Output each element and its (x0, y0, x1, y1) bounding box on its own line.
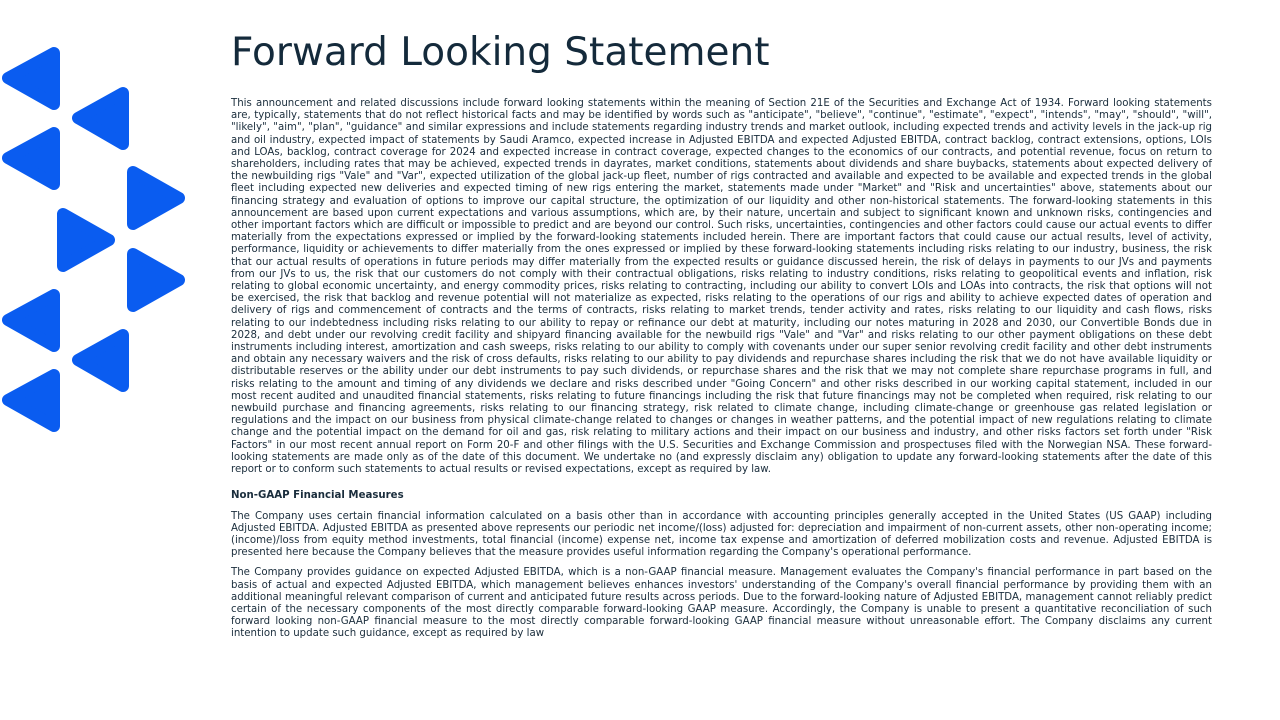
triangle-icon (8, 53, 54, 104)
page-title: Forward Looking Statement (231, 30, 770, 75)
triangle-icon (8, 295, 54, 346)
non-gaap-heading: Non-GAAP Financial Measures (231, 490, 404, 502)
non-gaap-paragraph-2: The Company provides guidance on expected Adjusted EBITDA, which is a non-GAAP financial measure. Management evaluates the Company's financial performance in part based on the basis of actual and expected Adjusted EBITDA, which management believes enhances investors' understanding of the Company's overall financial performance by providing them with an additional meaningful relevant comparison of current and anticipated future results across periods. Due to the forward-looking nature of Adjusted EBITDA, management cannot reliably predict certain of the necessary components of the most directly comparable forward-looking GAAP measure. Accordingly, the Company is unable to present a quantitative reconciliation of such forward looking non-GAAP financial measure to the most directly comparable forward-looking GAAP financial measure without unreasonable effort. The Company disclaims any current intention to update such guidance, except as required by law (231, 567, 1212, 640)
content-area (231, 30, 1212, 641)
decorative-triangle-pattern-icon (0, 0, 200, 720)
triangle-icon (78, 93, 123, 144)
triangle-icon (78, 335, 123, 386)
forward-looking-paragraph: This announcement and related discussions include forward looking statements within the meaning of Section 21E of the Securities and Exchange Act of 1934. Forward looking statements are, typically, statements that do not reflect historical facts and may be identified by words such as "anticipate", "believe", "continue", "estimate", "expect", "intends", "may", "should", "will", "likely", "aim", "plan", "guidance" and similar expressions and include statements regarding industry trends and market outlook, including expected trends and activity levels in the jack-up rig and oil industry, expected impact of statements by Saudi Aramco, expected increase in Adjusted EBITDA and expected Adjusted EBITDA, contract backlog, contract extensions, options, LOIs and LOAs, backlog, contract coverage for 2024 and expected increase in contract coverage, expected changes to the economics of our contracts, and potential revenue, focus on return to shareholders, including rates that may be achieved, expected trends in dayrates, market conditions, statements about dividends and share buybacks, statements about expected delivery of the newbuilding rigs "Vale" and "Var", expected utilization of the global jack-up fleet, number of rigs contracted and available and expected to be available and expected trends in the global fleet including expected new deliveries and expected timing of new rigs entering the market, statements made under "Market" and "Risk and uncertainties" above, statements about our financing strategy and evaluation of options to improve our capital structure, the optimization of our liquidity and other non-historical statements. The forward-looking statements in this announcement are based upon current expectations and various assumptions, which are, by their nature, uncertain and subject to significant known and unknown risks, contingencies and other important factors which are difficult or impossible to predict and are beyond our control. Such risks, uncertainties, contingencies and other factors could cause our actual events to differ materially from the expectations expressed or implied by the forward-looking statements included herein. There are important factors that could cause our actual results, level of activity, performance, liquidity or achievements to differ materially from the ones expressed or implied by these forward-looking statements including risks relating to our industry, business, the risk that our actual results of operations in future periods may differ materially from the expected results or guidance discussed herein, the risk of delays in payments to our JVs and payments from our JVs to us, the risk that our customers do not comply with their contractual obligations, risks relating to industry conditions, risks relating to geopolitical events and inflation, risk relating to global economic uncertainty, and energy commodity prices, risks relating to contracting, including our ability to convert LOIs and LOAs into contracts, the risk that options will not be exercised, the risk that backlog and revenue potential will not materialize as expected, risks relating to the operations of our rigs and ability to achieve expected dates of operation and delivery of rigs and commencement of contracts and the terms of contracts, risks relating to market trends, tender activity and rates, risks relating to our liquidity and cash flows, risks relating to our indebtedness including risks relating to our ability to repay or refinance our debt at maturity, including our notes maturing in 2028 and 2030, our Convertible Bonds due in 2028, and debt under our revolving credit facility and shipyard financing available for the newbuild rigs "Vale" and "Var" and risks relating to our other payment obligations on these debt instruments including interest, amortization and cash sweeps, risks relating to our ability to comply with covenants under our super senior revolving credit facility and other debt instruments and obtain any necessary waivers and the risk of cross defaults, risks relating to our ability to pay dividends and repurchase shares including the risk that we do not have available liquidity or distributable reserves or the ability under our debt instruments to pay such dividends, or repurchase shares and the risk that we may not complete share repurchase programs in full, and risks relating to the amount and timing of any dividends we declare and risks described under "Going Concern" and other risks described in our working capital statement, included in our most recent audited and unaudited financial statements, risks relating to future financings including the risk that future financings may not be completed when required, risk relating to our newbuild purchase and financing agreements, risks relating to our financing strategy, risk related to climate change, including climate-change or greenhouse gas related legislation or regulations and the impact on our business from physical climate-change related to changes or changes in weather patterns, and the potential impact of new regulations relating to climate change and the potential impact on the demand for oil and gas, risk relating to military actions and their impact on our business and industry, and other risks factors set forth under "Risk Factors" in our most recent annual report on Form 20-F and other filings with the U.S. Securities and Exchange Commission and prospectuses filed with the Norwegian NSA. These forward-looking statements are made only as of the date of this document. We undertake no (and expressly disclaim any) obligation to update any forward-looking statements after the date of this report or to conform such statements to actual results or revised expectations, except as required by law. (231, 98, 1212, 476)
triangle-icon (8, 375, 54, 426)
triangle-icon (133, 172, 179, 224)
triangle-icon (63, 214, 109, 266)
triangle-icon (8, 133, 54, 184)
triangle-icon (133, 254, 179, 306)
non-gaap-paragraph-1: The Company uses certain financial information calculated on a basis other than in accordance with accounting principles generally accepted in the United States (US GAAP) including Adjusted EBITDA. Adjusted EBITDA as presented above represents our periodic net income/(loss) adjusted for: depreciation and impairment of non-current assets, other non-operating income; (income)/loss from equity method investments, total financial (income) expense net, income tax expense and amortization of deferred mobilization costs and revenue. Adjusted EBITDA is presented here because the Company believes that the measure provides useful information regarding the Company's operational performance. (231, 510, 1212, 559)
